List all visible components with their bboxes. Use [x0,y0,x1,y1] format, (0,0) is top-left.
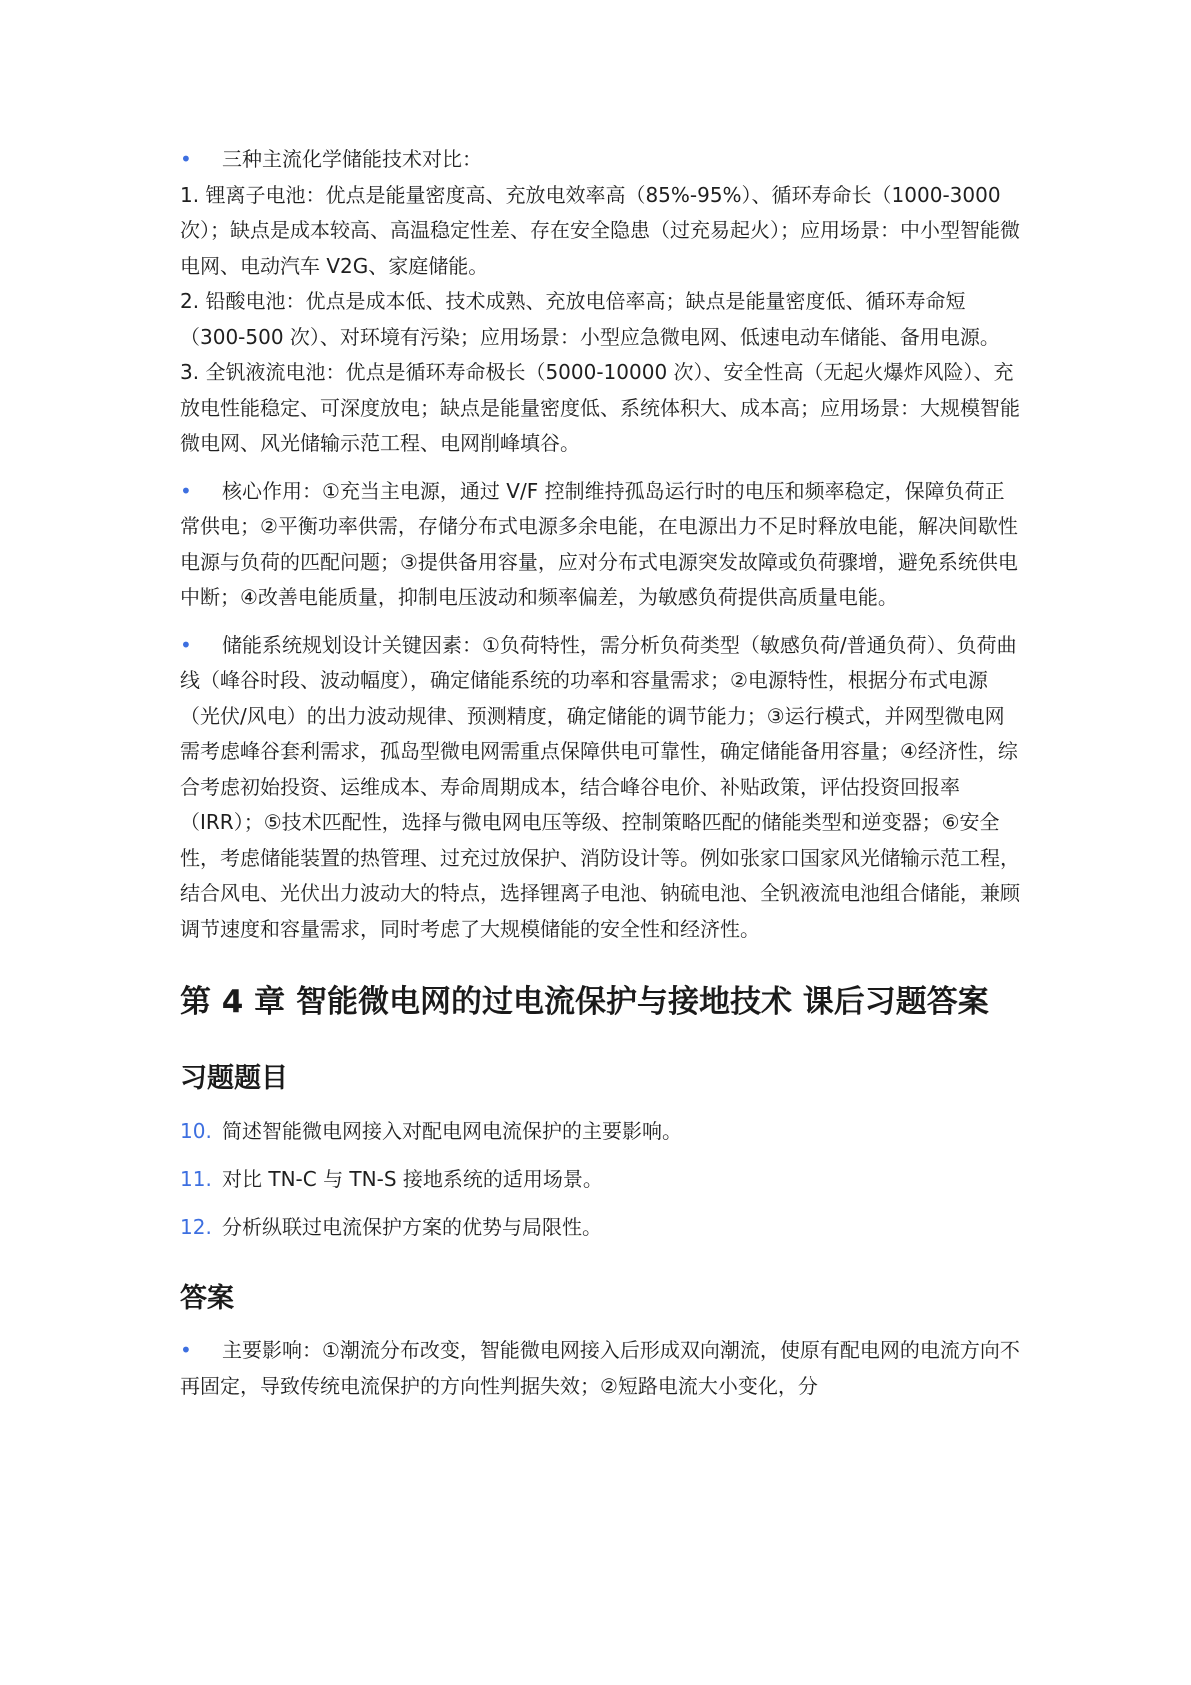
bullet-core-role [180,474,1020,616]
comparison-item-vanadium: 3. 全钒液流电池：优点是循环寿命极长（5000-10000 次）、安全性高（无起火爆炸风险）、充放电性能稳定、可深度放电；缺点是能量密度低、系统体积大、成本高；应用场景：大规模智能微电网、风光储输示范工程、电网削峰填谷。 [180,360,1020,455]
answer-impact-text: 主要影响：①潮流分布改变，智能微电网接入后形成双向潮流，使原有配电网的电流方向不再固定，导致传统电流保护的方向性判据失效；②短路电流大小变化，分 [180,1338,1020,1398]
exercises-heading: 习题题目 [180,1063,288,1094]
exercise-text: 对比 TN-C 与 TN-S 接地系统的适用场景。 [222,1167,603,1191]
exercise-item [180,1209,1020,1245]
chapter-title: 第 4 章 智能微电网的过电流保护与接地技术 课后习题答案 [180,984,989,1020]
bullet-answer-impact [180,1333,1020,1404]
bullet-icon: • [180,147,192,171]
comparison-item-lead-acid: 2. 铅酸电池：优点是成本低、技术成熟、充放电倍率高；缺点是能量密度低、循环寿命短（300-500 次）、对环境有污染；应用场景：小型应急微电网、低速电动车储能、备用电源。 [180,289,1000,349]
bullet-storage-comparison [180,142,1020,178]
exercise-item [180,1161,1020,1197]
bullet-icon: • [180,1338,192,1362]
bullet-icon: • [180,478,192,503]
exercise-number: 12. [180,1215,212,1239]
bullet-design-factors [180,628,1020,948]
answers-heading: 答案 [180,1283,234,1314]
exercise-number: 10. [180,1119,212,1143]
exercise-text: 简述智能微电网接入对配电网电流保护的主要影响。 [222,1119,682,1143]
design-factors-text: 储能系统规划设计关键因素：①负荷特性，需分析负荷类型（敏感负荷/普通负荷）、负荷曲线（峰谷时段、波动幅度），确定储能系统的功率和容量需求；②电源特性，根据分布式电源（光伏/风电）的出力波动规律、预测精度，确定储能的调节能力；③运行模式，并网型微电网需考虑峰谷套利需求，孤岛型微电网需重点保障供电可靠性，确定储能备用容量；④经济性，综合考虑初始投资、运维成本、寿命周期成本，结合峰谷电价、补贴政策，评估投资回报率（IRR）；⑤技术匹配性，选择与微电网电压等级、控制策略匹配的储能类型和逆变器；⑥安全性，考虑储能装置的热管理、过充过放保护、消防设计等。例如张家口国家风光储输示范工程，结合风电、光伏出力波动大的特点，选择锂离子电池、钠硫电池、全钒液流电池组合储能，兼顾调节速度和容量需求，同时考虑了大规模储能的安全性和经济性。 [180,632,1020,941]
exercise-number: 11. [180,1167,212,1191]
exercise-text: 分析纵联过电流保护方案的优势与局限性。 [222,1215,602,1239]
document-page [180,142,1020,1416]
comparison-item-li-ion: 1. 锂离子电池：优点是能量密度高、充放电效率高（85%-95%）、循环寿命长（1000-3000 次）；缺点是成本较高、高温稳定性差、存在安全隐患（过充易起火）；应用场景：中小型智能微电网、电动汽车 V2G、家庭储能。 [180,182,1020,278]
exercise-list [180,1113,1020,1245]
bullet-icon: • [180,632,192,657]
bullet-intro-text: 三种主流化学储能技术对比： [222,147,482,171]
core-role-text: 核心作用：①充当主电源，通过 V/F 控制维持孤岛运行时的电压和频率稳定，保障负荷正常供电；②平衡功率供需，存储分布式电源多余电能，在电源出力不足时释放电能，解决间歇性电源与负荷的匹配问题；③提供备用容量，应对分布式电源突发故障或负荷骤增，避免系统供电中断；④改善电能质量，抑制电压波动和频率偏差，为敏感负荷提供高质量电能。 [180,478,1018,609]
exercise-item [180,1113,1020,1149]
